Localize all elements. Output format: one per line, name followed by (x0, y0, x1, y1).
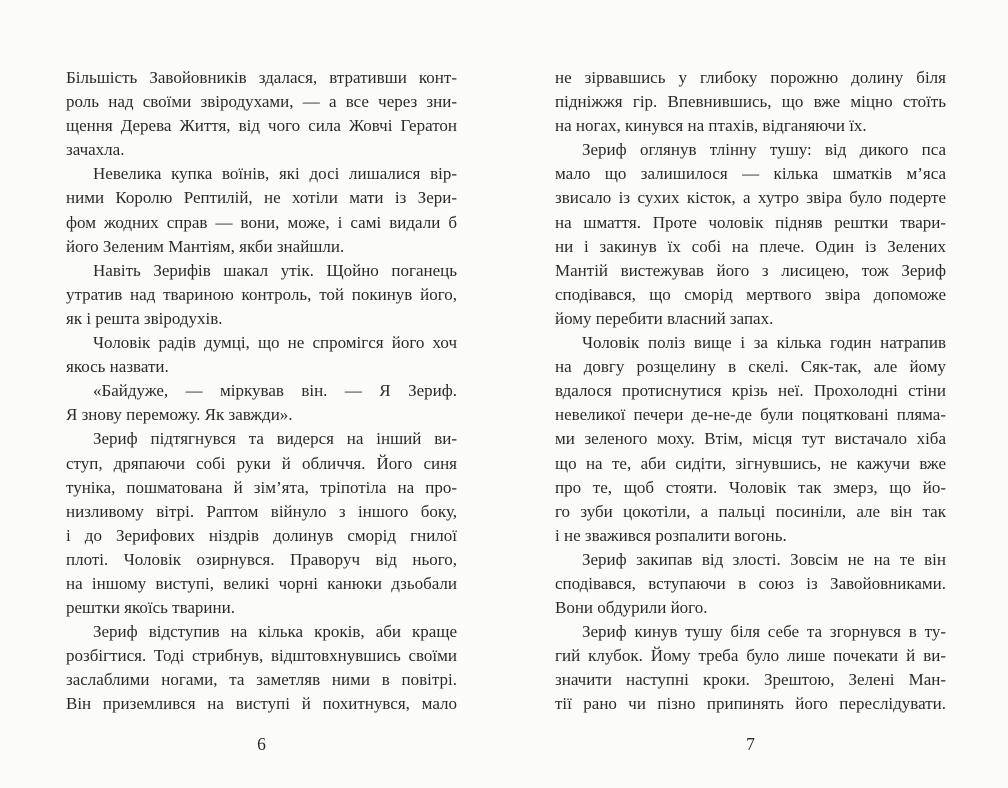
text-line: Він приземлився на виступі й похитнувся, мало (66, 694, 457, 714)
text-line: сподівався, що сморід мертвого звіра допоможе (555, 284, 946, 304)
text-line: про те, щоб стояти. Чоловік так змерз, що йо- (555, 477, 946, 497)
text-line: го зуби цокотіли, а пальці посиніли, але він так (555, 501, 946, 521)
page-number-right: 7 (746, 733, 755, 754)
text-line: ни і закинув їх собі на плече. Один із Зелених (555, 236, 946, 256)
text-line: Зериф закипав від злості. Зовсім не на те він (582, 549, 946, 569)
text-line: тії рано чи пізно припинять його переслідувати. (555, 694, 946, 714)
text-line: плоті. Чоловік озирнувся. Праворуч від нього, (66, 549, 457, 569)
text-line: «Байдуже, — міркував він. — Я Зериф. (93, 381, 457, 401)
text-line: невеликої печери де-не-де були поцятковані пляма- (555, 405, 946, 425)
text-line: на шмаття. Проте чоловік підняв рештки твари- (555, 212, 946, 232)
text-line: заслаблими ногами, та заметляв ними в повітрі. (66, 670, 457, 690)
text-line: туніка, пошматована й зім’ята, тріпотіла на про- (66, 477, 457, 497)
text-line: рештки якоїсь тварини. (66, 598, 235, 618)
text-line: мало що залишилося — кілька шматків м’яса (555, 164, 946, 184)
text-line: зачахла. (66, 140, 125, 160)
text-line: Зериф оглянув тлінну тушу: від дикого пса (582, 140, 946, 160)
text-line: на ногах, кинувся на птахів, відганяючи їх. (555, 116, 867, 136)
text-line: Навіть Зерифів шакал утік. Щойно поганець (93, 260, 457, 280)
text-line: вдалося протиснутися крізь неї. Прохолодні стіни (555, 381, 946, 401)
text-line: утратив над твариною контроль, той покинув його, (66, 284, 457, 304)
text-line: і до Зерифових ніздрів долинув сморід гнилої (66, 525, 457, 545)
text-line: роль над своїми звіродухами, — а все через зни- (66, 92, 457, 112)
text-line: на іншому виступі, великі чорні канюки дзьобали (66, 573, 457, 593)
text-line: підніжжя гір. Впевнившись, що вже міцно стоїть (555, 92, 946, 112)
text-line: не зірвавшись у глибоку порожню долину біля (555, 68, 946, 87)
text-line: гий клубок. Йому треба було лише почекати й ви- (555, 646, 946, 666)
text-line: йому перебити власний запах. (555, 308, 774, 328)
text-line: що на те, аби сидіти, зігнувшись, не кажучи вже (555, 453, 946, 473)
text-line: сподівався, вступаючи в союз із Завойовниками. (555, 573, 946, 593)
text-line: його Зеленим Мантіям, якби знайшли. (66, 236, 345, 256)
page-right (555, 66, 946, 755)
text-line: Чоловік радів думці, що не спромігся його хоч (93, 333, 457, 353)
text-line: ними Королю Рептилій, не хотіли мати із Зери- (66, 188, 457, 208)
text-line: фом жодних справ — вони, може, і самі видали б (66, 212, 457, 232)
text-line: Зериф підтягнувся та видерся на інший ви- (93, 429, 457, 449)
text-line: Зериф відступив на кілька кроків, аби краще (93, 622, 457, 642)
text-line: Чоловік поліз вище і за кілька годин натрапив (582, 333, 946, 353)
text-line: ступ, дряпаючи собі руки й обличчя. Його синя (66, 453, 457, 473)
page-right-text (555, 66, 946, 717)
text-line: розбігтися. Тоді стрибнув, відштовхнувшись своїми (66, 646, 457, 666)
text-line: Мантій вистежував його з лисицею, тож Зериф (555, 260, 946, 280)
text-line: Більшість Завойовників здалася, втративши конт- (66, 68, 457, 87)
text-line: значити наступні кроки. Зрештою, Зелені Ман- (555, 670, 946, 690)
text-line: якось назвати. (66, 357, 169, 377)
text-line: Зериф кинув тушу біля себе та згорнувся в ту- (582, 622, 946, 642)
text-line: Я знову переможу. Як завжди». (66, 405, 293, 425)
text-line: низливому вітрі. Раптом війнуло з іншого боку, (66, 501, 457, 521)
text-line: звисало із сухих кісток, а хутро звіра було подерте (555, 188, 946, 208)
page-left-text (66, 66, 457, 717)
text-line: ми зеленого моху. Втім, місця тут вистачало хіба (555, 429, 946, 449)
text-line: і не зважився розпалити вогонь. (555, 525, 787, 545)
text-line: Вони обдурили його. (555, 598, 708, 618)
text-line: щення Дерева Життя, від чого сила Жовчі Гератон (66, 116, 457, 136)
text-line: Невелика купка воїнів, які досі лишалися вір- (93, 164, 457, 184)
text-line: на довгу розщелину в скелі. Сяк-так, але йому (555, 357, 946, 377)
page-left (66, 66, 457, 755)
text-line: як і решта звіродухів. (66, 308, 223, 328)
page-number-left: 6 (257, 733, 266, 754)
